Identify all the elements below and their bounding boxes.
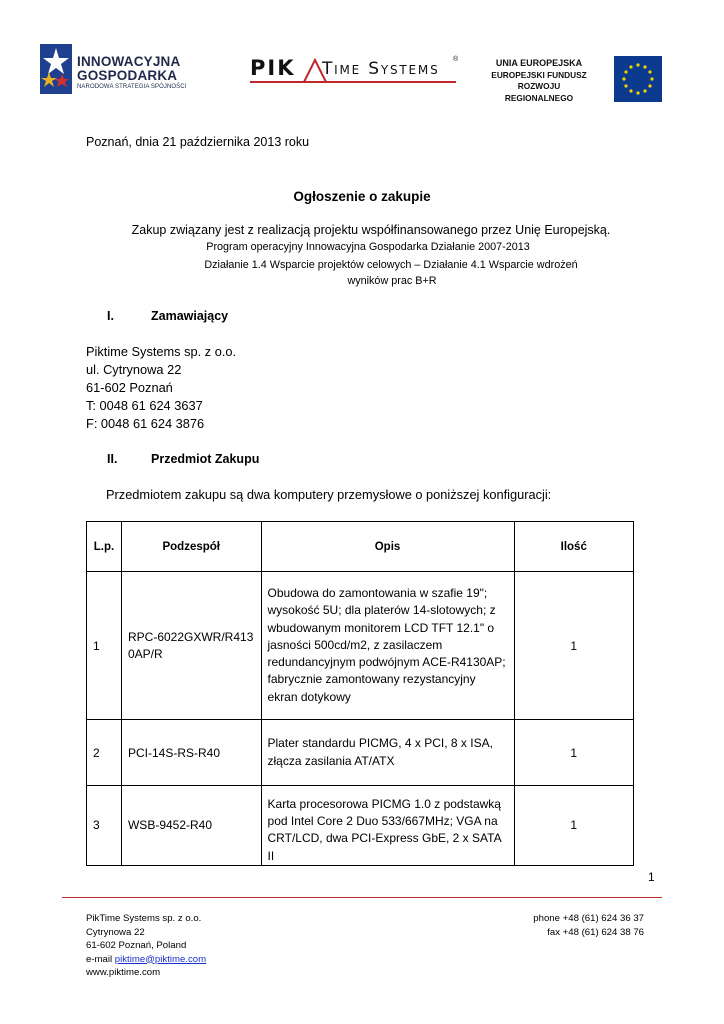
footer-street: Cytrynowa 22: [86, 926, 145, 938]
section-2-title: Przedmiot Zakupu: [151, 452, 260, 466]
header-lp: L.p.: [87, 522, 122, 572]
page-number: 1: [648, 870, 655, 884]
footer-contact-left: [86, 912, 206, 980]
header-qty: Ilość: [514, 522, 634, 572]
address-street: ul. Cytrynowa 22: [86, 362, 182, 377]
footer-company: PikTime Systems sp. z o.o.: [86, 913, 202, 924]
intro-line-2: Program operacyjny Innowacyjna Gospodarka Działanie 2007-2013: [206, 241, 530, 253]
cell-part: PCI-14S-RS-R40: [121, 720, 261, 786]
footer-city: 61-602 Poznań, Poland: [86, 940, 187, 951]
page-title: Ogłoszenie o zakupie: [293, 189, 431, 204]
intro-line-3: Działanie 1.4 Wsparcie projektów celowych – Działanie 4.1 Wsparcie wdrożeń: [204, 259, 578, 271]
cell-lp: 3: [87, 786, 122, 866]
table-header-row: [87, 522, 634, 572]
section-1-title: Zamawiający: [151, 309, 229, 323]
address-phone: T: 0048 61 624 3637: [86, 398, 203, 413]
eu-logo: [480, 52, 666, 104]
cell-desc: Obudowa do zamontowania w szafie 19"; wysokość 5U; dla platerów 14-slotowych; z wbudowanym monitorem LCD TFT 12.1" o jasności 500cd/m2, z zasilaczem redundancyjnym podwójnym ACE-R4130AP; fabrycznie zamontowany rezystancyjny ekran dotykowy: [261, 572, 514, 720]
intro-line-1: Zakup związany jest z realizacją projektu współfinansowanego przez Unię Europejską.: [131, 223, 611, 237]
footer-fax: fax +48 (61) 624 38 76: [547, 926, 644, 938]
eu-logo-line1: UNIA EUROPEJSKA: [495, 58, 583, 68]
cell-desc: Karta procesorowa PICMG 1.0 z podstawką pod Intel Core 2 Duo 533/667MHz; VGA na CRT/LCD, dwa PCI-Express GbE, 2 x SATA II: [261, 786, 514, 866]
eu-flag-icon: [614, 56, 662, 102]
section-2-number: II.: [107, 452, 118, 466]
footer-email-label: e-mail: [86, 953, 115, 965]
pik-logo-underline: [250, 81, 456, 83]
cell-qty: 1: [514, 720, 634, 786]
cell-lp: 1: [87, 572, 122, 720]
footer-website: www.piktime.com: [86, 967, 161, 978]
footer-phone: phone +48 (61) 624 36 37: [533, 913, 644, 924]
header-desc: Opis: [261, 522, 514, 572]
ig-logo-line2: GOSPODARKA: [77, 68, 178, 83]
registered-mark: ®: [453, 56, 459, 63]
eu-logo-line2: EUROPEJSKI FUNDUSZ: [491, 69, 587, 80]
piktime-logo: [250, 56, 465, 90]
cell-qty: 1: [514, 572, 634, 720]
address-city: 61-602 Poznań: [86, 380, 173, 395]
email-link[interactable]: piktime@piktime.com: [114, 953, 207, 965]
section-1-number: I.: [107, 309, 114, 323]
eu-logo-text: [484, 58, 594, 104]
address-fax: F: 0048 61 624 3876: [86, 416, 205, 431]
ig-star-emblem-icon: [40, 44, 72, 94]
pik-logo-brand-right: Time Systems: [322, 59, 440, 79]
pik-logo-brand-left: PIK: [250, 56, 296, 80]
ig-logo-line3: NARODOWA STRATEGIA SPÓJNOŚCI: [77, 84, 187, 90]
date-line: Poznań, dnia 21 października 2013 roku: [86, 135, 310, 149]
address-company: Piktime Systems sp. z o.o.: [86, 344, 237, 359]
cell-lp: 2: [87, 720, 122, 786]
cell-part: WSB-9452-R40: [121, 786, 261, 866]
table-row: [87, 572, 634, 720]
footer-contact-right: [480, 912, 644, 939]
innowacyjna-gospodarka-logo: [40, 44, 220, 96]
configuration-table: [86, 521, 634, 866]
cell-desc: Plater standardu PICMG, 4 x PCI, 8 x ISA, złącza zasilania AT/ATX: [261, 720, 514, 786]
footer-divider: [62, 897, 662, 898]
cell-part: RPC-6022GXWR/R4130AP/R: [121, 572, 261, 720]
purchase-description: Przedmiotem zakupu są dwa komputery przemysłowe o poniższej konfiguracji:: [106, 487, 552, 502]
eu-logo-line3: ROZWOJU REGIONALNEGO: [504, 81, 574, 103]
header-part: Podzespół: [121, 522, 261, 572]
ig-logo-line1: INNOWACYJNA: [77, 54, 181, 69]
table-row: [87, 720, 634, 786]
cell-qty: 1: [514, 786, 634, 866]
table-row: [87, 786, 634, 866]
intro-line-4: wyników prac B+R: [347, 275, 437, 287]
footer-email-line: [86, 953, 206, 967]
